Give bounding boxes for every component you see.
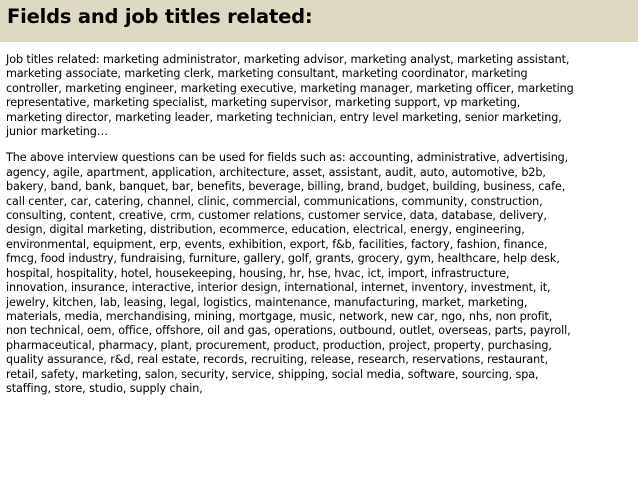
text-line: consulting, content, creative, crm, customer relations, customer service, data, database, delivery, — [6, 209, 547, 223]
text-line: The above interview questions can be used for fields such as: accounting, administrative, advertising, — [6, 151, 569, 165]
job-titles-paragraph — [6, 53, 634, 139]
text-line: retail, safety, marketing, salon, security, service, shipping, social media, software, sourcing, spa, — [6, 367, 539, 381]
text-line: marketing associate, marketing clerk, marketing consultant, marketing coordinator, marketing — [6, 67, 528, 81]
text-line: bakery, band, bank, banquet, bar, benefits, beverage, billing, brand, budget, building, business, cafe, — [6, 180, 566, 194]
slide-title: Fields and job titles related: — [7, 5, 313, 28]
text-line: pharmaceutical, pharmacy, plant, procurement, product, production, project, property, purchasing, — [6, 338, 552, 352]
text-line: fmcg, food industry, fundraising, furniture, gallery, golf, grants, grocery, gym, healthcare, help desk, — [6, 252, 560, 266]
text-line: Job titles related: marketing administrator, marketing advisor, marketing analyst, marketing assistant, — [6, 53, 570, 66]
text-line: agency, agile, apartment, application, architecture, asset, assistant, audit, auto, automotive, b2b, — [6, 165, 546, 179]
text-line: jewelry, kitchen, lab, leasing, legal, logistics, maintenance, manufacturing, market, marketing, — [6, 295, 528, 309]
slide-body — [6, 53, 634, 396]
text-line: environmental, equipment, erp, events, exhibition, export, f&b, facilities, factory, fashion, finance, — [6, 237, 548, 251]
fields-paragraph — [6, 151, 634, 396]
text-line: staffing, store, studio, supply chain, — [6, 381, 203, 395]
text-line: representative, marketing specialist, marketing supervisor, marketing support, vp marketing, — [6, 96, 521, 110]
text-line: materials, media, merchandising, mining, mortgage, music, network, new car, ngo, nhs, non profit, — [6, 309, 553, 323]
text-line: marketing director, marketing leader, marketing technician, entry level marketing, senior marketing, — [6, 110, 562, 124]
text-line: non technical, oem, office, offshore, oil and gas, operations, outbound, outlet, overseas, parts, payroll, — [6, 324, 571, 338]
text-line: innovation, insurance, interactive, interior design, international, internet, inventory, investment, it, — [6, 281, 551, 295]
text-line: hospital, hospitality, hotel, housekeeping, housing, hr, hse, hvac, ict, import, infrastructure, — [6, 266, 510, 280]
text-line: call center, car, catering, channel, clinic, commercial, communications, community, construction, — [6, 194, 543, 208]
text-line: quality assurance, r&d, real estate, records, recruiting, release, research, reservations, restaurant, — [6, 353, 548, 367]
text-line: controller, marketing engineer, marketing executive, marketing manager, marketing officer, marketing — [6, 81, 574, 95]
title-bar — [0, 0, 638, 42]
text-line: junior marketing… — [6, 125, 108, 139]
text-line: design, digital marketing, distribution, ecommerce, education, electrical, energy, engineering, — [6, 223, 525, 237]
